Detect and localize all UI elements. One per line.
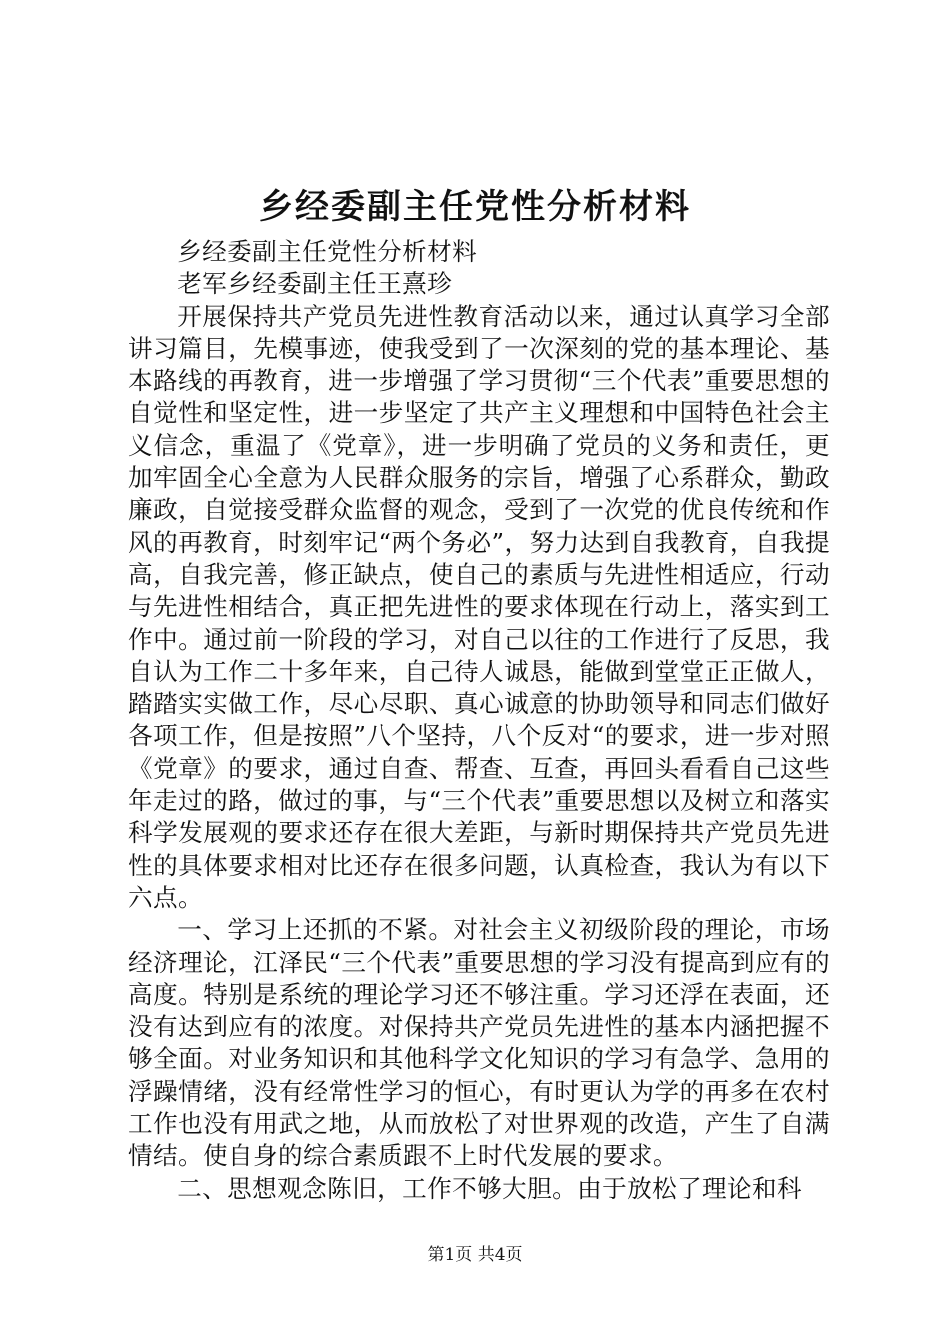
author-line: 老军乡经委副主任王熹珍 — [177, 269, 453, 299]
page-number-footer: 第1页 共4页 — [427, 1245, 523, 1265]
document-title: 乡经委副主任党性分析材料 — [259, 187, 691, 227]
intro-paragraph: 开展保持共产党员先进性教育活动以来，通过认真学习全部讲习篇目，先模事迹，使我受到了一次深刻的党的基本理论、基本路线的再教育，进一步增强了学习贯彻“三个代表”重要思想的自觉性和坚定性，进一步坚定了共产主义理想和中国特色社会主义信念，重温了《党章》，进一步明确了党员的义务和责任，更加牢固全心全意为人民群众服务的宗旨，增强了心系群众，勤政廉政，自觉接受群众监督的观念，受到了一次党的优良传统和作风的再教育，时刻牢记“两个务必”，努力达到自我教育，自我提高，自我完善，修正缺点，使自己的素质与先进性相适应，行动与先进性相结合，真正把先进性的要求体现在行动上，落实到工作中。通过前一阶段的学习，对自己以往的工作进行了反思，我自认为工作二十多年来，自己待人诚恳，能做到堂堂正正做人，踏踏实实做工作，尽心尽职、真心诚意的协助领导和同志们做好各项工作，但是按照”八个坚持，八个反对“的要求，进一步对照《党章》的要求，通过自查、帮查、互查，再回头看看自己这些年走过的路，做过的事，与“三个代表”重要思想以及树立和落实科学发展观的要求还存在很大差距，与新时期保持共产党员先进性的具体要求相对比还存在很多问题，认真检查，我认为有以下六点。 — [128, 301, 830, 912]
subtitle-paragraph: 乡经委副主任党性分析材料 — [177, 237, 478, 266]
document-body — [128, 236, 830, 1205]
section-two-paragraph: 二、思想观念陈旧，工作不够大胆。由于放松了理论和科 — [177, 1173, 803, 1203]
section-one-paragraph: 一、学习上还抓的不紧。对社会主义初级阶段的理论，市场经济理论，江泽民“三个代表”重要思想的学习没有提高到应有的高度。特别是系统的理论学习还不够注重。学习还浮在表面，还没有达到应有的浓度。对保持共产党员先进性的基本内涵把握不够全面。对业务知识和其他科学文化知识的学习有急学、急用的浮躁情绪，没有经常性学习的恒心，有时更认为学的再多在农村工作也没有用武之地，从而放松了对世界观的改造，产生了自满情结。使自身的综合素质跟不上时代发展的要求。 — [128, 915, 830, 1171]
